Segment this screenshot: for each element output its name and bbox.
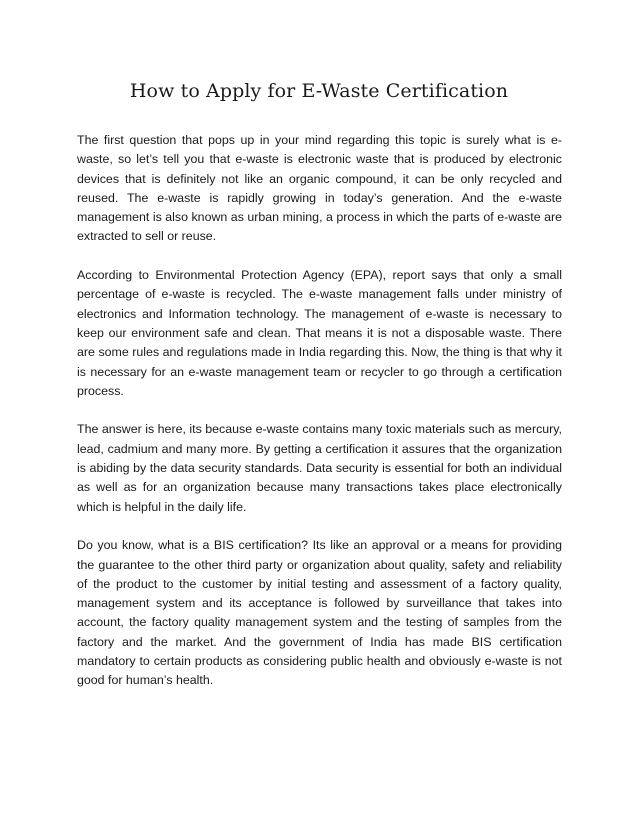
document-body [77, 131, 562, 710]
paragraph: According to Environmental Protection Agency (EPA), report says that only a small percentage of e-waste is recycled. The e-waste management falls under ministry of electronics and Information technology. The management of e-waste is necessary to keep our environment safe and clean. That means it is not a disposable waste. There are some rules and regulations made in India regarding this. Now, the thing is that why it is necessary for an e-waste management team or recycler to go through a certification process. [77, 268, 562, 398]
paragraph: The answer is here, its because e-waste contains many toxic materials such as mercury, lead, cadmium and many more. By getting a certification it assures that the organization is abiding by the data security standards. Data security is essential for both an individual as well as for an organization because many transactions takes place electronically which is helpful in the daily life. [77, 422, 562, 514]
paragraph: Do you know, what is a BIS certification? Its like an approval or a means for providing the guarantee to the other third party or organization about quality, safety and reliability of the product to the customer by initial testing and assessment of a factory quality, management system and its acceptance is followed by surveillance that takes into account, the factory quality management system and the testing of samples from the factory and the market. And the government of India has made BIS certification mandatory to certain products as considering public health and obviously e-waste is not good for human’s health. [77, 538, 562, 688]
document-title: How to Apply for E-Waste Certification [129, 80, 509, 102]
paragraph: The first question that pops up in your mind regarding this topic is surely what is e-waste, so let’s tell you that e-waste is electronic waste that is produced by electronic devices that is definitely not like an organic compound, it can be only recycled and reused. The e-waste is rapidly growing in today’s generation. And the e-waste management is also known as urban mining, a process in which the parts of e-waste are extracted to sell or reuse. [77, 133, 562, 244]
